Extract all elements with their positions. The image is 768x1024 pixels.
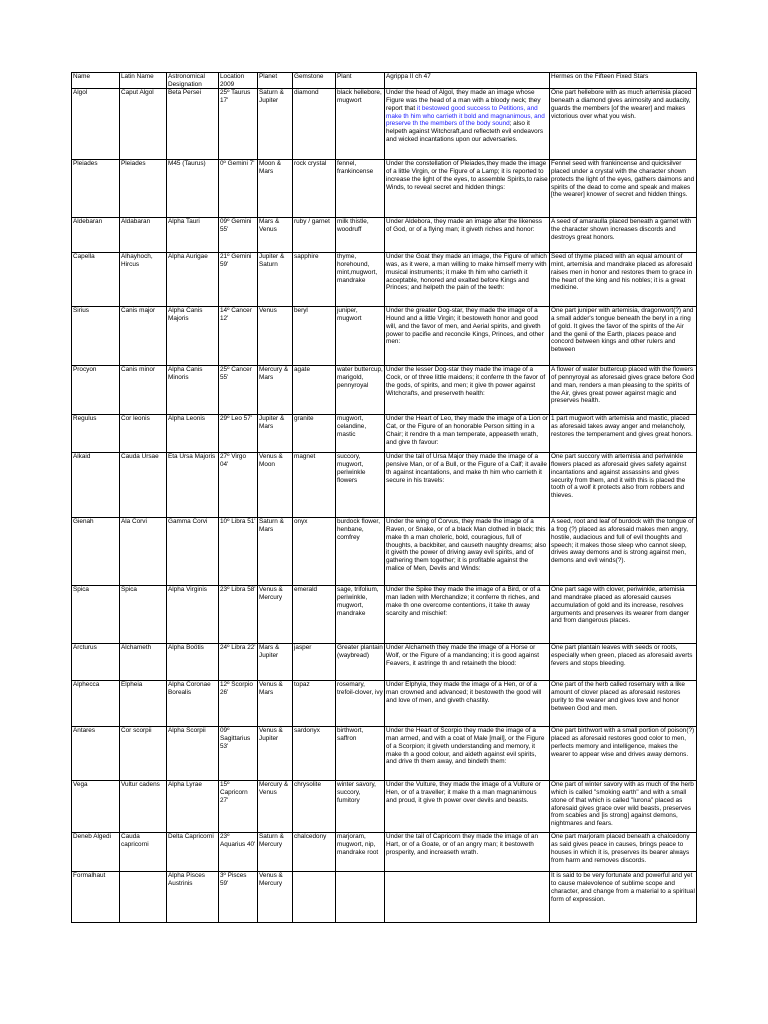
planet-cell: Mars & Jupiter bbox=[258, 644, 293, 681]
gemstone-cell: topaz bbox=[293, 681, 336, 727]
header-cell-location: Location 2009 bbox=[219, 73, 258, 89]
agrippa-cell: Under the Spike they made the image of a Bird, or of a man laden with Merchandize; it conferre th riches, and make th one overcome contentions, it take th away scarcity and mischief: bbox=[385, 586, 550, 644]
planet-cell: Moon & Mars bbox=[258, 160, 293, 218]
planet-cell: Venus & Moon bbox=[258, 453, 293, 518]
table-row bbox=[72, 453, 697, 518]
hermes-cell: One part hellebore with as much artemisia placed beneath a diamond gives animosity and audacity, guards the members [of the wearer] and makes victorious over what you wish. bbox=[550, 89, 697, 160]
planet-cell: Mercury & Mars bbox=[258, 366, 293, 415]
location-cell: 09º Gemini 55' bbox=[219, 218, 258, 253]
latin-name-cell: Elpheia bbox=[120, 681, 167, 727]
latin-name-cell: Cor scorpii bbox=[120, 727, 167, 781]
hermes-cell: A seed of amaraulla placed beneath a garnet with the character shown increases discords and destroys great honors. bbox=[550, 218, 697, 253]
location-cell: 14º Cancer 12' bbox=[219, 307, 258, 366]
star-name-cell: Vega bbox=[72, 781, 120, 833]
designation-cell: Beta Persei bbox=[167, 89, 219, 160]
location-cell: 12º Scorpio 26' bbox=[219, 681, 258, 727]
header-cell-name: Name bbox=[72, 73, 120, 89]
star-name-cell: Deneb Algedi bbox=[72, 833, 120, 872]
gemstone-cell: onyx bbox=[293, 518, 336, 586]
latin-name-cell: Pleiades bbox=[120, 160, 167, 218]
hermes-cell: It is said to be very fortunate and powerful and yet to cause malevolence of sublime scope and character, and change from a material to a spiritual form of expression. bbox=[550, 872, 697, 923]
designation-cell: Alpha Leonis bbox=[167, 415, 219, 453]
gemstone-cell: chalcedony bbox=[293, 833, 336, 872]
star-name-cell: Aldebaran bbox=[72, 218, 120, 253]
plant-cell: birthwort, saffron bbox=[336, 727, 385, 781]
location-cell: 27º Virgo 04' bbox=[219, 453, 258, 518]
header-cell-designation: Astronomical Designation bbox=[167, 73, 219, 89]
location-cell: 24º Libra 22' bbox=[219, 644, 258, 681]
designation-cell: Alpha Lyrae bbox=[167, 781, 219, 833]
location-cell: 3º Pisces 59' bbox=[219, 872, 258, 923]
designation-cell: Alpha Scorpii bbox=[167, 727, 219, 781]
table-row bbox=[72, 833, 697, 872]
star-name-cell: Antares bbox=[72, 727, 120, 781]
gemstone-cell: sardonyx bbox=[293, 727, 336, 781]
plant-cell bbox=[336, 872, 385, 923]
plant-cell: black hellebore, mugwort bbox=[336, 89, 385, 160]
table-row bbox=[72, 586, 697, 644]
header-cell-gemstone: Gemstone bbox=[293, 73, 336, 89]
agrippa-cell bbox=[385, 872, 550, 923]
plant-cell: succory, mugwort, periwinkle flowers bbox=[336, 453, 385, 518]
agrippa-text: Under the head of Algol, they made an image whose Figure was the head of a man with a bloody neck; they report that bbox=[386, 89, 541, 112]
table-row bbox=[72, 366, 697, 415]
table-row bbox=[72, 89, 697, 160]
latin-name-cell: Aldabaran bbox=[120, 218, 167, 253]
star-name-cell: Arcturus bbox=[72, 644, 120, 681]
hermes-cell: One part marjoram placed beneath a chalcedony as said gives peace in causes, brings peace to houses in which it is, preserves its bearer always from harm and removes discords. bbox=[550, 833, 697, 872]
agrippa-cell: Under the wing of Corvus, they made the image of a Raven, or Snake, or of a black Man clothed in black; this make th a man choleric, bold, couragious, full of thoughts, a backbiter, and causeth naughty dreams; also it giveth the power of driving away evil spirits, and of gathering them together; it is profitable against the malice of Men, Devils and Winds: bbox=[385, 518, 550, 586]
agrippa-cell: Under the Heart of Leo, they made the image of a Lion or Cat, or the Figure of an honorable Person sitting in a Chair; it rendre th a man temperate, appeaseth wrath, and give th favour: bbox=[385, 415, 550, 453]
planet-cell: Venus & Mercury bbox=[258, 872, 293, 923]
table-row bbox=[72, 644, 697, 681]
star-name-cell: Alkaid bbox=[72, 453, 120, 518]
planet-cell: Jupiter & Mars bbox=[258, 415, 293, 453]
latin-name-cell: Alchameth bbox=[120, 644, 167, 681]
hermes-cell: One part plantain leaves with seeds or roots, especially when green, placed as aforesaid averts fevers and stops bleeding. bbox=[550, 644, 697, 681]
hermes-cell: Fennel seed with frankincense and quicksilver placed under a crystal with the character shown protects the light of the eyes, gathers daimons and spirits of the dead to come and speak and makes [the wearer] knower of secret and hidden things. bbox=[550, 160, 697, 218]
agrippa-cell: Under the Goat they made an image, the Figure of which was, as it were, a man willing to make himself merry with musical instruments; it make th him who carrieth it acceptable, honored and exalted before Kings and Princes; and helpeth the pain of the teeth: bbox=[385, 253, 550, 307]
gemstone-cell: jasper bbox=[293, 644, 336, 681]
plant-cell: mugwort, celandine, mastic bbox=[336, 415, 385, 453]
table-row bbox=[72, 872, 697, 923]
star-name-cell: Gienah bbox=[72, 518, 120, 586]
header-cell-agrippa: Agrippa II ch 47 bbox=[385, 73, 550, 89]
hermes-cell: One part succory with artemisia and periwinkle flowers placed as aforesaid gives safety against incantations and against assassins and gives security from them, and it with this is placed the tooth of a wolf it protects also from robbers and thieves. bbox=[550, 453, 697, 518]
plant-cell: winter savory, succory, fumitory bbox=[336, 781, 385, 833]
latin-name-cell: Vultur cadens bbox=[120, 781, 167, 833]
location-cell: 25º Taurus 17' bbox=[219, 89, 258, 160]
gemstone-cell: chrysolite bbox=[293, 781, 336, 833]
designation-cell: Alpha Tauri bbox=[167, 218, 219, 253]
hermes-cell: One part of the herb called rosemary with a like amount of clover placed as aforesaid restores purity to the wearer and gives love and honor between God and men. bbox=[550, 681, 697, 727]
agrippa-cell: Under Alchameth they made the image of a Horse or Wolf, or the Figure of a mandancing; it is good against Feavers, it astringe th and retaineth the blood: bbox=[385, 644, 550, 681]
gemstone-cell: ruby / garnet bbox=[293, 218, 336, 253]
hermes-cell: A flower of water buttercup placed with the flowers of pennyroyal as aforesaid gives grace before God and man, renders a man pleasing to the spirits of the Air, gives great power against magic and preserves health. bbox=[550, 366, 697, 415]
planet-cell: Mercury & Venus bbox=[258, 781, 293, 833]
latin-name-cell: Caput Algol bbox=[120, 89, 167, 160]
planet-cell: Saturn & Mars bbox=[258, 518, 293, 586]
designation-cell: Alpha Aurigae bbox=[167, 253, 219, 307]
latin-name-cell bbox=[120, 872, 167, 923]
gemstone-cell: emerald bbox=[293, 586, 336, 644]
hermes-cell: One part sage with clover, periwinkle, artemisia and mandrake placed as aforesaid causes accumulation of gold and its increase, resolves arguments and preserves its wearer from danger and from dangerous places. bbox=[550, 586, 697, 644]
designation-cell: Eta Ursa Majoris bbox=[167, 453, 219, 518]
latin-name-cell: Canis minor bbox=[120, 366, 167, 415]
planet-cell: Venus & Mercury bbox=[258, 586, 293, 644]
location-cell: 0º Gemini 7' bbox=[219, 160, 258, 218]
plant-cell: sage, trifolium, periwinkle, mugwort, mandrake bbox=[336, 586, 385, 644]
latin-name-cell: Cauda Ursae bbox=[120, 453, 167, 518]
header-row bbox=[72, 73, 697, 89]
planet-cell: Jupiter & Saturn bbox=[258, 253, 293, 307]
agrippa-cell bbox=[385, 89, 550, 160]
latin-name-cell: Spica bbox=[120, 586, 167, 644]
star-name-cell: Algol bbox=[72, 89, 120, 160]
agrippa-cell: Under the Heart of Scorpio they made the image of a man armed, and with a coat of Male [mail], or the Figure of a Scorpion; it giveth understanding and memory, it make th a good colour, and aideth against evil spirits, and drive th them away, and bindeth them: bbox=[385, 727, 550, 781]
planet-cell: Saturn & Jupiter bbox=[258, 89, 293, 160]
location-cell: 29º Leo 57' bbox=[219, 415, 258, 453]
plant-cell: Greater plantain (waybread) bbox=[336, 644, 385, 681]
planet-cell: Mars & Venus bbox=[258, 218, 293, 253]
plant-cell: marjoram, mugwort, nip, mandrake root bbox=[336, 833, 385, 872]
star-name-cell: Procyon bbox=[72, 366, 120, 415]
hermes-cell: A seed, root and leaf of burdock with the tongue of a frog (?) placed as aforesaid makes men angry, hostile, audacious and full of evil thoughts and speech; it makes those sleep who cannot sleep, drives away demons and is strong against men, demons and evil winds(?). bbox=[550, 518, 697, 586]
header-cell-plant: Plant bbox=[336, 73, 385, 89]
table-row bbox=[72, 307, 697, 366]
agrippa-cell: Under the tail of Capricorn they made the image of an Hart, or of a Goate, or of an angry man; it bestoweth prosperity, and increaseth wrath. bbox=[385, 833, 550, 872]
header-cell-latin-name: Latin Name bbox=[120, 73, 167, 89]
location-cell: 15º Capricorn 27' bbox=[219, 781, 258, 833]
header-cell-hermes: Hermes on the Fifteen Fixed Stars bbox=[550, 73, 697, 89]
hermes-cell: One part juniper with artemisia, dragonwort(?) and a small adder's tongue beneath the beryl in a ring of gold. It gives the favor of the spirits of the Air and the genii of the Earth, places peace and concord between kings and other rulers and between bbox=[550, 307, 697, 366]
designation-cell: Delta Capricorni bbox=[167, 833, 219, 872]
agrippa-cell: Under Aldebora, they made an image after the likeness of God, or of a flying man; it giveth riches and honor: bbox=[385, 218, 550, 253]
designation-cell: Alpha Canis Minoris bbox=[167, 366, 219, 415]
plant-cell: milk thistle, woodruff bbox=[336, 218, 385, 253]
gemstone-cell: magnet bbox=[293, 453, 336, 518]
designation-cell: Alpha Virginis bbox=[167, 586, 219, 644]
designation-cell: Gamma Corvi bbox=[167, 518, 219, 586]
latin-name-cell: Ala Corvi bbox=[120, 518, 167, 586]
hermes-cell: Seed of thyme placed with an equal amount of mint, artemisia and mandrake placed as aforesaid raises men in honor and restores them to grace in the heart of the king and his nobles; it is a great medicine. bbox=[550, 253, 697, 307]
hermes-cell: One part birthwort with a small portion of poison(?) placed as aforesaid restores good color to men, perfects memory and intelligence, makes the wearer to appear wise and drives away demons. bbox=[550, 727, 697, 781]
hermes-cell: 1 part mugwort with artemisia and mastic, placed as aforesaid takes away anger and melancholy, restores the temperament and gives great honors. bbox=[550, 415, 697, 453]
star-name-cell: Capella bbox=[72, 253, 120, 307]
latin-name-cell: Cauda capricorni bbox=[120, 833, 167, 872]
latin-name-cell: Canis major bbox=[120, 307, 167, 366]
table-row bbox=[72, 415, 697, 453]
gemstone-cell: rock crystal bbox=[293, 160, 336, 218]
location-cell: 21º Gemini 59' bbox=[219, 253, 258, 307]
star-name-cell: Regulus bbox=[72, 415, 120, 453]
planet-cell: Venus bbox=[258, 307, 293, 366]
agrippa-cell: Under the lesser Dog-star they made the image of a Cock, or of three little maidens; it conferre th the favor of the gods, of spirits, and men; it give th power against Witchcrafts, and preserveth health: bbox=[385, 366, 550, 415]
star-name-cell: Pleiades bbox=[72, 160, 120, 218]
designation-cell: Alpha Coronae Borealis bbox=[167, 681, 219, 727]
location-cell: 23º Aquarius 40' bbox=[219, 833, 258, 872]
location-cell: 09º Sagittarius 53' bbox=[219, 727, 258, 781]
gemstone-cell: beryl bbox=[293, 307, 336, 366]
agrippa-text: ; also it helpeth against Witchcraft,and reflecteth evil endeavors and wicked incantations upon our adversaries. bbox=[386, 120, 544, 143]
planet-cell: Saturn & Mercury bbox=[258, 833, 293, 872]
fixed-stars-table bbox=[71, 72, 697, 923]
table-row bbox=[72, 781, 697, 833]
planet-cell: Venus & Mars bbox=[258, 681, 293, 727]
location-cell: 25º Cancer 55' bbox=[219, 366, 258, 415]
star-name-cell: Sirius bbox=[72, 307, 120, 366]
table-row bbox=[72, 218, 697, 253]
plant-cell: fennel, frankincense bbox=[336, 160, 385, 218]
star-name-cell: Alphecca bbox=[72, 681, 120, 727]
table-row bbox=[72, 681, 697, 727]
designation-cell: M45 (Taurus) bbox=[167, 160, 219, 218]
table-row bbox=[72, 160, 697, 218]
star-name-cell: Spica bbox=[72, 586, 120, 644]
planet-cell: Venus & Jupiter bbox=[258, 727, 293, 781]
hermes-cell: One part of winter savory with as much of the herb which is called "smoking earth" and with a small stone of that which is called "lurona" placed as aforesaid gives grace over wild beasts, preserves from scabies and [is strong] against demons, nightmares and fears. bbox=[550, 781, 697, 833]
agrippa-cell: Under the greater Dog-star, they made the image of a Hound and a little Virgin; it bestoweth honor and good will, and the favor of men, and Aerial spirits, and giveth power to pacifie and reconcile Kings, Princes, and other men: bbox=[385, 307, 550, 366]
latin-name-cell: Alhayhoch, Hircus bbox=[120, 253, 167, 307]
gemstone-cell: diamond bbox=[293, 89, 336, 160]
table-row bbox=[72, 727, 697, 781]
latin-name-cell: Cor leonis bbox=[120, 415, 167, 453]
plant-cell: juniper, mugwort bbox=[336, 307, 385, 366]
plant-cell: water buttercup, marigold, pennyroyal bbox=[336, 366, 385, 415]
agrippa-cell: Under the constellation of Pleiades,they made the image of a little Virgin, or the Figure of a Lamp; it is reported to increase the light of the eyes, to assemble Spirits,to raise Winds, to reveal secret and hidden things: bbox=[385, 160, 550, 218]
agrippa-highlight: it bestowed good success to Petitions, and make th him who carrieth it bold and magnanimous, and preserve th the members of the body sound bbox=[386, 104, 545, 128]
plant-cell: burdock flower, henbane, comfrey bbox=[336, 518, 385, 586]
table-row bbox=[72, 518, 697, 586]
designation-cell: Alpha Canis Majoris bbox=[167, 307, 219, 366]
designation-cell: Alpha Pisces Austrinis bbox=[167, 872, 219, 923]
agrippa-cell: Under the Vulture, they made the image of a Vulture or Hen, or of a traveller; it make th a man magnanimous and proud, it give th power over devils and beasts. bbox=[385, 781, 550, 833]
table-row bbox=[72, 253, 697, 307]
plant-cell: rosemary, trefoil-clover, ivy bbox=[336, 681, 385, 727]
gemstone-cell: granite bbox=[293, 415, 336, 453]
plant-cell: thyme, horehound, mint,mugwort, mandrake bbox=[336, 253, 385, 307]
agrippa-cell: Under the tail of Ursa Major they made the image of a pensive Man, or of a Bull, or the Figure of a Calf; it availe th against incantations, and make th him who carrieth it secure in his travels: bbox=[385, 453, 550, 518]
header-cell-planet: Planet bbox=[258, 73, 293, 89]
gemstone-cell: sapphire bbox=[293, 253, 336, 307]
location-cell: 10º Libra 51' bbox=[219, 518, 258, 586]
location-cell: 23º Libra 58' bbox=[219, 586, 258, 644]
gemstone-cell bbox=[293, 872, 336, 923]
star-name-cell: Formalhaut bbox=[72, 872, 120, 923]
gemstone-cell: agate bbox=[293, 366, 336, 415]
designation-cell: Alpha Boötis bbox=[167, 644, 219, 681]
agrippa-cell: Under Elphyia, they made the image of a Hen, or of a man crowned and advanced; it bestoweth the good will and love of men, and giveth chastity. bbox=[385, 681, 550, 727]
